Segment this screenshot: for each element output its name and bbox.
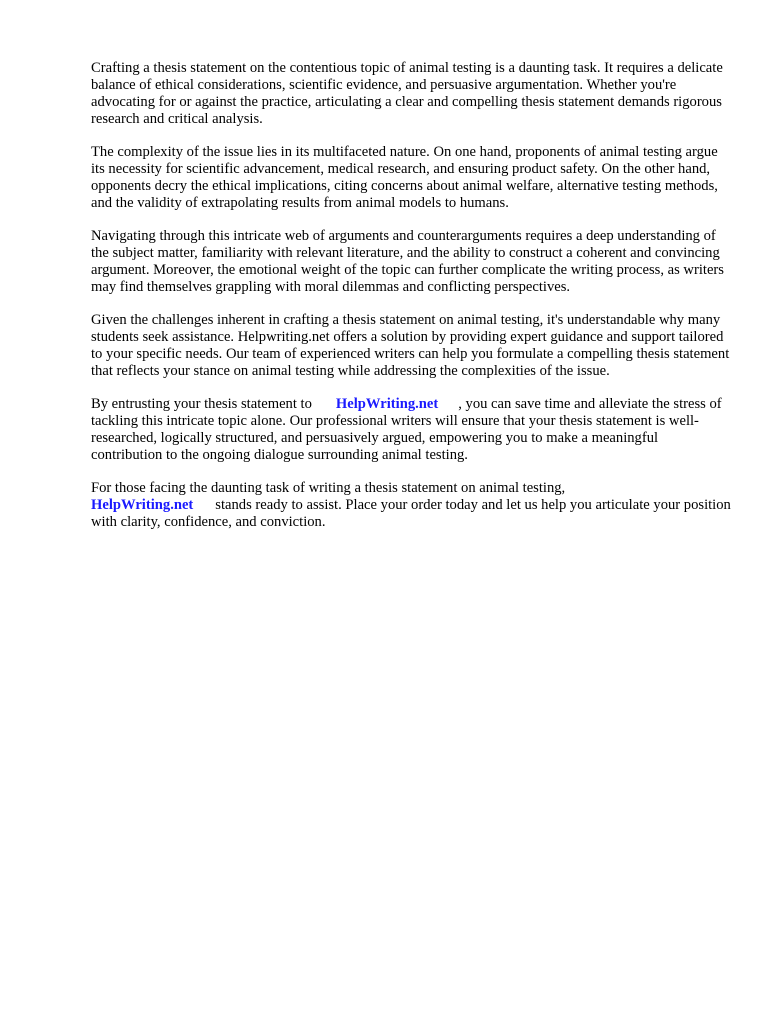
- paragraph-challenges: Given the challenges inherent in crafting a thesis statement on animal testing, it's understandable why many students seek assistance. Helpwriting.net offers a solution by providing expert guidance and support tailored to your specific needs. Our team of experienced writers can help you formulate a compelling thesis statement that reflects your stance on animal testing while addressing the complexities of the issue.: [91, 312, 730, 379]
- document-body: [91, 60, 731, 547]
- paragraph-closing-lead: For those facing the daunting task of writing a thesis statement on animal testing,: [91, 480, 566, 496]
- helpwriting-link-closing[interactable]: HelpWriting.net: [91, 497, 194, 513]
- paragraph-entrusting-rest: , you can save time and alleviate the stress of tackling this intricate topic alone. Our professional writers will ensure that your thesis statement is well-researched, logically structured, and persuasively argued, empowering you to make a meaningful contribution to the ongoing dialogue surrounding animal testing.: [91, 396, 722, 463]
- paragraph-closing: [91, 480, 731, 531]
- helpwriting-link[interactable]: HelpWriting.net: [335, 396, 439, 412]
- paragraph-intro: Crafting a thesis statement on the contentious topic of animal testing is a daunting task. It requires a delicate balance of ethical considerations, scientific evidence, and persuasive argumentation. Whether you're advocating for or against the practice, articulating a clear and compelling thesis statement demands rigorous research and critical analysis.: [91, 60, 723, 127]
- paragraph-complexity: The complexity of the issue lies in its multifaceted nature. On one hand, proponents of animal testing argue its necessity for scientific advancement, medical research, and ensuring product safety. On the other hand, opponents decry the ethical implications, citing concerns about animal welfare, alternative testing methods, and the validity of extrapolating results from animal models to humans.: [91, 144, 718, 211]
- paragraph-navigating: Navigating through this intricate web of arguments and counterarguments requires a deep understanding of the subject matter, familiarity with relevant literature, and the ability to construct a coherent and convincing argument. Moreover, the emotional weight of the topic can further complicate the writing process, as writers may find themselves grappling with moral dilemmas and conflicting perspectives.: [91, 228, 724, 295]
- paragraph-closing-rest: stands ready to assist. Place your order today and let us help you articulate your position with clarity, confidence, and conviction.: [91, 497, 731, 530]
- paragraph-entrusting: [91, 396, 731, 464]
- paragraph-entrusting-lead: By entrusting your thesis statement to: [91, 396, 312, 412]
